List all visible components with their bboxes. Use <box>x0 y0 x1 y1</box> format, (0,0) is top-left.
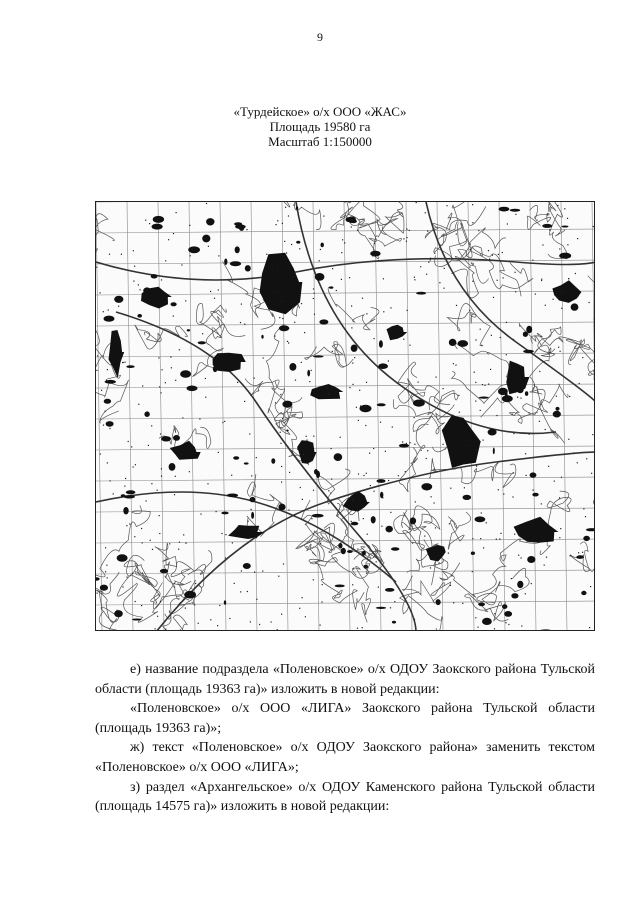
paragraph-e-new-name: «Поленовское» о/х ООО «ЛИГА» Заокского района Тульской области (площадь 19363 га)»; <box>95 701 595 736</box>
body-text <box>95 660 595 817</box>
page-number: 9 <box>317 30 323 44</box>
map-area: Площадь 19580 га <box>269 119 371 134</box>
topographic-map-icon <box>96 202 595 631</box>
map-scale: Масштаб 1:150000 <box>268 134 372 149</box>
paragraph-e: е) название подраздела «Поленовское» о/х ОДОУ Заокского района Тульской области (площадь 19363 га)» изложить в новой редакции: <box>95 662 595 697</box>
topographic-map <box>95 201 595 631</box>
paragraph-zh: ж) текст «Поленовское» о/х ОДОУ Заокского района» заменить текстом «Поленовское» о/х ООО «ЛИГА»; <box>95 740 595 775</box>
map-caption <box>0 104 640 149</box>
paragraph-z: з) раздел «Архангельское» о/х ОДОУ Каменского района Тульской области (площадь 14575 га)» изложить в новой редакции: <box>95 779 595 815</box>
map-title: «Турдейское» о/х ООО «ЖАС» <box>233 104 407 119</box>
